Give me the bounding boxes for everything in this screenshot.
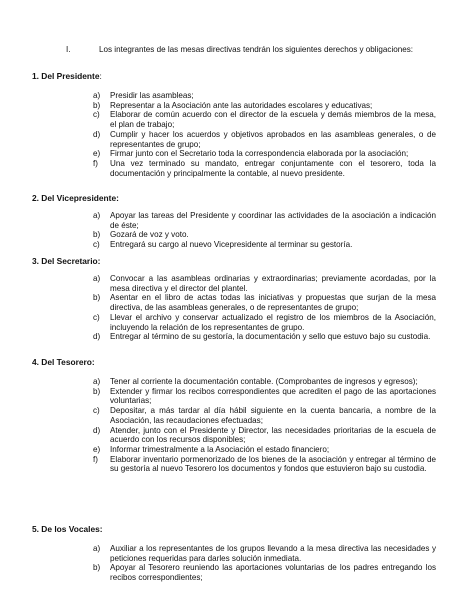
section-heading-presidente: 1. Del Presidente: [32, 71, 102, 81]
list-item: b) Gozará de voz y voto. [93, 230, 189, 240]
list-item: a) Apoyar las tareas del Presidente y coordinar las actividades de la asociación a indicación de éste; [93, 211, 436, 230]
list-item: b) Apoyar al Tesorero reuniendo las aportaciones voluntarias de los padres entregando los recibos correspondientes; [93, 563, 436, 583]
list-item: e) Firmar junto con el Secretario toda la correspondencia elaborada por la asociación; [93, 149, 409, 159]
list-item: b) Extender y firmar los recibos correspondientes que acrediten el pago de las aportaciones voluntarias; [93, 386, 436, 406]
section-heading-secretario: 3. Del Secretario: [32, 256, 101, 266]
list-item: f) Elaborar inventario pormenorizado de los bienes de la asociación y entregar al término de su gestoría al nuevo Tesorero los documentos y fondos que estuvieron bajo su custodia. [93, 454, 436, 474]
list-item: a) Auxiliar a los representantes de los grupos llevando a la mesa directiva las necesidades y peticiones requeridas para darles solución inmediata. [93, 544, 436, 563]
list-item: d) Atender, junto con el Presidente y Director, las necesidades prioritarias de la escuela de acuerdo con los recursos disponibles; [93, 425, 436, 445]
list-item: a) Convocar a las asambleas ordinarias y extraordinarias; previamente acordadas, por la mesa directiva y el director del plantel. [93, 274, 436, 293]
section-list-vocales [93, 544, 436, 583]
intro-text: Los integrantes de las mesas directivas tendrán los siguientes derechos y obligaciones: [99, 45, 414, 54]
section-heading-tesorero: 4. Del Tesorero: [32, 357, 95, 367]
list-item: b) Representar a la Asociación ante las autoridades escolares y educativas; [93, 100, 373, 110]
list-item: b) Asentar en el libro de actas todas las iniciativas y propuestas que surjan de la mesa directiva, de las asambleas generales, o de representantes de grupo; [93, 293, 436, 313]
section-list-presidente [93, 91, 436, 178]
list-item: c) Elaborar de común acuerdo con el director de la escuela y demás miembros de la mesa, el plan de trabajo; [93, 110, 436, 130]
list-item: c) Depositar, a más tardar al día hábil siguiente en la cuenta bancaria, a nombre de la Asociación, las recaudaciones efectuadas; [93, 406, 436, 425]
roman-numeral: I. [66, 45, 71, 54]
list-item: a) Presidir las asambleas; [93, 91, 194, 100]
section-list-secretario [93, 274, 436, 342]
list-item: c) Llevar el archivo y conservar actualizado el registro de los miembros de la Asociación, incluyendo la relación de los representantes de grupo. [93, 312, 436, 332]
section-heading-vicepresidente: 2. Del Vicepresidente: [32, 193, 119, 203]
section-list-tesorero [93, 377, 436, 474]
section-list-vicepresidente [93, 211, 436, 250]
list-item: d) Cumplir y hacer los acuerdos y objetivos aprobados en las asambleas generales, o de representantes de grupo; [93, 129, 436, 149]
section-heading-vocales: 5. De los Vocales: [32, 524, 103, 534]
list-item: c) Entregará su cargo al nuevo Vicepresidente al terminar su gestoría. [93, 240, 353, 250]
list-item: d) Entregar al término de su gestoría, la documentación y sello que estuvo bajo su custodia. [93, 332, 431, 342]
list-item: e) Informar trimestralmente a la Asociación el estado financiero; [93, 444, 330, 454]
list-item: a) Tener al corriente la documentación contable. (Comprobantes de ingresos y egresos); [93, 377, 418, 386]
list-item: f) Una vez terminado su mandato, entregar conjuntamente con el tesorero, toda la documentación y principalmente la contable, al nuevo presidente. [93, 158, 436, 178]
